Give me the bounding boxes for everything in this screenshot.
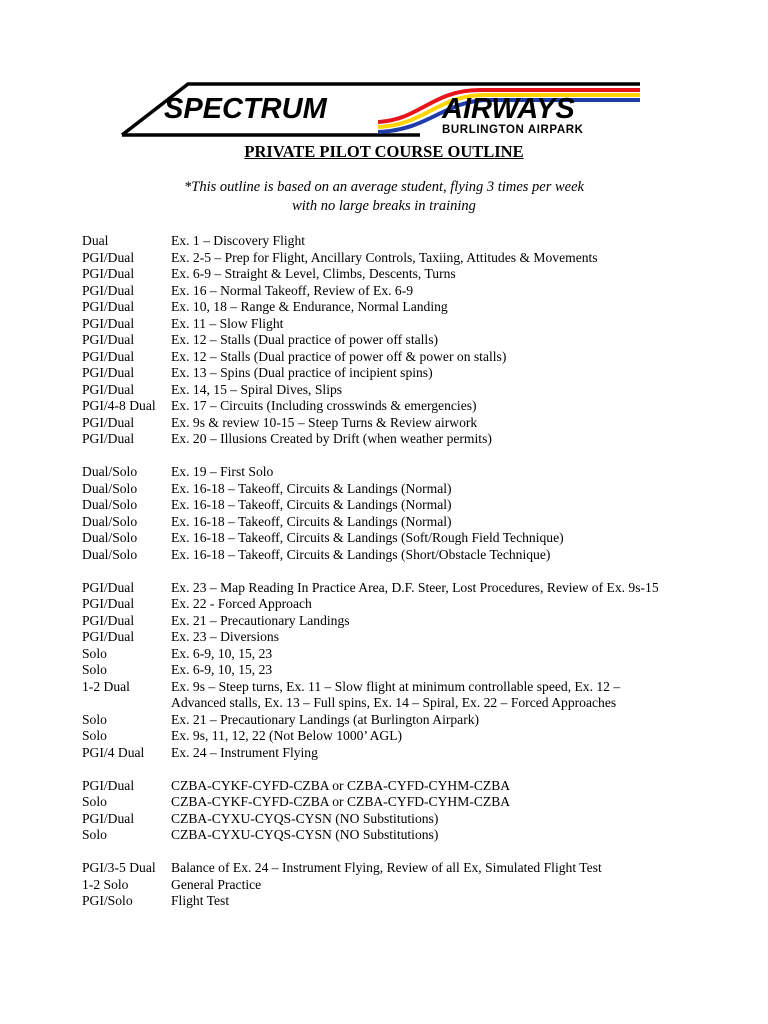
lesson-description: Ex. 23 – Diversions bbox=[171, 629, 279, 644]
subtitle-line-2: with no large breaks in training bbox=[292, 198, 476, 214]
lesson-description: Ex. 21 – Precautionary Landings (at Burlington Airpark) bbox=[171, 711, 480, 727]
schedule-row bbox=[82, 497, 722, 514]
lesson-description: Ex. 9s & review 10-15 – Steep Turns & Review airwork bbox=[171, 414, 478, 430]
lesson-description: Ex. 16-18 – Takeoff, Circuits & Landings (Normal) bbox=[171, 480, 452, 496]
lesson-description: Balance of Ex. 24 – Instrument Flying, Review of all Ex, Simulated Flight Test bbox=[171, 860, 602, 875]
flight-type: PGI/Dual bbox=[82, 315, 135, 331]
lesson-description: Ex. 14, 15 – Spiral Dives, Slips bbox=[171, 381, 343, 397]
flight-type: PGI/Dual bbox=[82, 332, 135, 347]
flight-type: Solo bbox=[82, 662, 107, 677]
flight-type bbox=[82, 695, 171, 712]
lesson-description: CZBA-CYKF-CYFD-CZBA or CZBA-CYFD-CYHM-CZBA bbox=[171, 777, 511, 793]
flight-type: PGI/Dual bbox=[82, 365, 135, 380]
schedule-row bbox=[82, 530, 722, 547]
schedule-row bbox=[82, 382, 722, 399]
schedule-row bbox=[82, 860, 722, 877]
flight-type: 1-2 Solo bbox=[82, 876, 129, 892]
flight-type: PGI/Dual bbox=[82, 579, 135, 595]
flight-type: Dual/Solo bbox=[82, 497, 138, 512]
lesson-description: Ex. 10, 18 – Range & Endurance, Normal Landing bbox=[171, 299, 448, 314]
lesson-description: Ex. 16 – Normal Takeoff, Review of Ex. 6-9 bbox=[171, 282, 414, 298]
schedule-row bbox=[82, 662, 722, 679]
flight-type: Solo bbox=[82, 645, 107, 661]
company-logo bbox=[120, 80, 650, 140]
lesson-description: Ex. 16-18 – Takeoff, Circuits & Landings (Short/Obstacle Technique) bbox=[171, 546, 551, 562]
lesson-description: Ex. 17 – Circuits (Including crosswinds & emergencies) bbox=[171, 398, 477, 413]
schedule-row bbox=[82, 415, 722, 432]
lesson-description: Ex. 9s, 11, 12, 22 (Not Below 1000’ AGL) bbox=[171, 728, 403, 743]
lesson-description: General Practice bbox=[171, 876, 262, 892]
flight-type: Dual/Solo bbox=[82, 513, 138, 529]
flight-type: PGI/Dual bbox=[82, 777, 135, 793]
lesson-description: Ex. 1 – Discovery Flight bbox=[171, 233, 306, 248]
schedule-row bbox=[82, 596, 722, 613]
lesson-description: Ex. 6-9, 10, 15, 23 bbox=[171, 662, 273, 677]
schedule-group bbox=[82, 860, 722, 910]
schedule-row bbox=[82, 349, 722, 366]
schedule-group bbox=[82, 778, 722, 844]
flight-type: PGI/Dual bbox=[82, 810, 135, 826]
schedule-row bbox=[82, 233, 722, 250]
lesson-description: Ex. 12 – Stalls (Dual practice of power off stalls) bbox=[171, 332, 439, 347]
schedule-row bbox=[82, 877, 722, 894]
flight-type: PGI/Dual bbox=[82, 299, 135, 314]
subtitle-note bbox=[0, 178, 768, 216]
flight-type: Dual/Solo bbox=[82, 480, 138, 496]
flight-type: PGI/4 Dual bbox=[82, 744, 145, 760]
schedule-group bbox=[82, 580, 722, 762]
flight-type: PGI/Dual bbox=[82, 431, 135, 446]
schedule-row bbox=[82, 316, 722, 333]
course-schedule bbox=[82, 233, 722, 926]
lesson-description: Advanced stalls, Ex. 13 – Full spins, Ex. 14 – Spiral, Ex. 22 – Forced Approaches bbox=[171, 695, 617, 710]
lesson-description: Ex. 13 – Spins (Dual practice of incipient spins) bbox=[171, 365, 433, 380]
schedule-row bbox=[82, 613, 722, 630]
logo-name-left: SPECTRUM bbox=[164, 93, 327, 125]
flight-type: 1-2 Dual bbox=[82, 678, 130, 694]
flight-type: PGI/Dual bbox=[82, 282, 135, 298]
lesson-description: Ex. 11 – Slow Flight bbox=[171, 315, 284, 331]
logo-location: BURLINGTON AIRPARK bbox=[442, 124, 584, 136]
flight-type: Solo bbox=[82, 794, 107, 809]
flight-type: PGI/Solo bbox=[82, 893, 133, 908]
flight-type: PGI/Dual bbox=[82, 249, 135, 265]
schedule-row bbox=[82, 431, 722, 448]
lesson-description: Ex. 21 – Precautionary Landings bbox=[171, 612, 350, 628]
logo-graphic bbox=[120, 80, 650, 140]
flight-type: PGI/Dual bbox=[82, 266, 135, 281]
flight-type: Dual/Solo bbox=[82, 464, 138, 479]
flight-type: PGI/Dual bbox=[82, 612, 135, 628]
flight-type: Solo bbox=[82, 711, 107, 727]
schedule-group bbox=[82, 233, 722, 448]
schedule-row bbox=[82, 646, 722, 663]
lesson-description: Ex. 22 - Forced Approach bbox=[171, 596, 312, 611]
flight-type: PGI/Dual bbox=[82, 381, 135, 397]
schedule-row bbox=[82, 266, 722, 283]
lesson-description: Ex. 16-18 – Takeoff, Circuits & Landings (Normal) bbox=[171, 497, 452, 512]
schedule-row bbox=[82, 811, 722, 828]
schedule-row bbox=[82, 481, 722, 498]
page-title: PRIVATE PILOT COURSE OUTLINE bbox=[244, 142, 524, 161]
flight-type: PGI/Dual bbox=[82, 596, 135, 611]
schedule-row bbox=[82, 332, 722, 349]
flight-type: Dual/Solo bbox=[82, 546, 138, 562]
flight-type: Dual bbox=[82, 233, 109, 248]
schedule-row bbox=[82, 283, 722, 300]
logo-name-right: AIRWAYS bbox=[442, 93, 575, 125]
lesson-description: Flight Test bbox=[171, 893, 230, 908]
schedule-row bbox=[82, 250, 722, 267]
schedule-row bbox=[82, 695, 722, 712]
schedule-row bbox=[82, 299, 722, 316]
schedule-row bbox=[82, 712, 722, 729]
schedule-row bbox=[82, 398, 722, 415]
flight-type: Dual/Solo bbox=[82, 530, 138, 545]
schedule-row bbox=[82, 728, 722, 745]
flight-type: Solo bbox=[82, 827, 107, 842]
lesson-description: Ex. 12 – Stalls (Dual practice of power off & power on stalls) bbox=[171, 348, 507, 364]
lesson-description: Ex. 2-5 – Prep for Flight, Ancillary Controls, Taxiing, Attitudes & Movements bbox=[171, 249, 598, 265]
schedule-row bbox=[82, 794, 722, 811]
flight-type: Solo bbox=[82, 728, 107, 743]
flight-type: PGI/Dual bbox=[82, 414, 135, 430]
lesson-description: Ex. 6-9 – Straight & Level, Climbs, Descents, Turns bbox=[171, 266, 456, 281]
flight-type: PGI/3-5 Dual bbox=[82, 860, 156, 875]
schedule-row bbox=[82, 893, 722, 910]
lesson-description: Ex. 23 – Map Reading In Practice Area, D.F. Steer, Lost Procedures, Review of Ex. 9s-15 bbox=[171, 579, 659, 595]
schedule-row bbox=[82, 547, 722, 564]
lesson-description: Ex. 16-18 – Takeoff, Circuits & Landings (Normal) bbox=[171, 513, 452, 529]
lesson-description: Ex. 6-9, 10, 15, 23 bbox=[171, 645, 273, 661]
schedule-row bbox=[82, 464, 722, 481]
schedule-row bbox=[82, 629, 722, 646]
flight-type: PGI/Dual bbox=[82, 348, 135, 364]
schedule-row bbox=[82, 365, 722, 382]
lesson-description: Ex. 24 – Instrument Flying bbox=[171, 744, 318, 760]
lesson-description: CZBA-CYXU-CYQS-CYSN (NO Substitutions) bbox=[171, 827, 439, 842]
schedule-row bbox=[82, 778, 722, 795]
schedule-row bbox=[82, 827, 722, 844]
lesson-description: CZBA-CYXU-CYQS-CYSN (NO Substitutions) bbox=[171, 810, 439, 826]
schedule-row bbox=[82, 679, 722, 696]
flight-type: PGI/4-8 Dual bbox=[82, 398, 156, 413]
lesson-description: Ex. 19 – First Solo bbox=[171, 464, 274, 479]
schedule-row bbox=[82, 745, 722, 762]
schedule-group bbox=[82, 464, 722, 563]
subtitle-line-1: *This outline is based on an average student, flying 3 times per week bbox=[184, 179, 584, 195]
lesson-description: Ex. 9s – Steep turns, Ex. 11 – Slow flight at minimum controllable speed, Ex. 12 – bbox=[171, 678, 621, 694]
lesson-description: Ex. 16-18 – Takeoff, Circuits & Landings (Soft/Rough Field Technique) bbox=[171, 530, 564, 545]
lesson-description: CZBA-CYKF-CYFD-CZBA or CZBA-CYFD-CYHM-CZBA bbox=[171, 794, 511, 809]
lesson-description: Ex. 20 – Illusions Created by Drift (when weather permits) bbox=[171, 431, 492, 446]
schedule-row bbox=[82, 580, 722, 597]
schedule-row bbox=[82, 514, 722, 531]
flight-type: PGI/Dual bbox=[82, 629, 135, 644]
